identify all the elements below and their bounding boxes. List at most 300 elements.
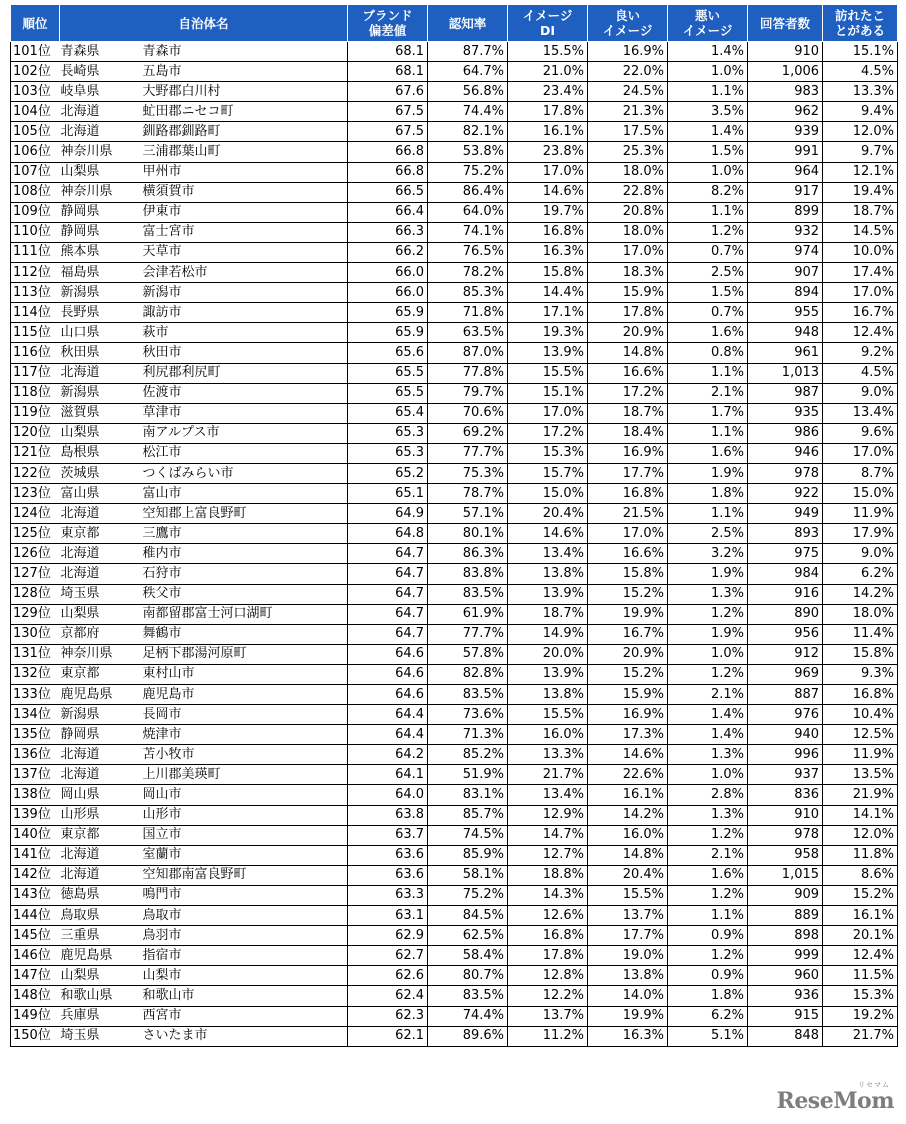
cell-rank: 124位 — [11, 504, 60, 524]
cell-awareness: 58.4% — [428, 946, 508, 966]
cell-respondents: 907 — [748, 263, 823, 283]
cell-rank: 141位 — [11, 845, 60, 865]
cell-rank: 117位 — [11, 363, 60, 383]
cell-rank: 144位 — [11, 906, 60, 926]
cell-image-di: 16.0% — [508, 725, 588, 745]
cell-bad-image: 1.3% — [668, 745, 748, 765]
cell-prefecture: 山梨県 — [60, 423, 137, 443]
cell-respondents: 917 — [748, 182, 823, 202]
cell-awareness: 58.1% — [428, 865, 508, 885]
cell-municipality: 苫小牧市 — [137, 745, 348, 765]
cell-rank: 119位 — [11, 403, 60, 423]
cell-bad-image: 3.5% — [668, 102, 748, 122]
cell-bad-image: 1.2% — [668, 885, 748, 905]
cell-good-image: 16.9% — [588, 443, 668, 463]
table-row — [11, 986, 898, 1006]
cell-bad-image: 1.5% — [668, 142, 748, 162]
cell-bad-image: 1.1% — [668, 906, 748, 926]
cell-brand-score: 65.9 — [348, 303, 428, 323]
cell-awareness: 75.2% — [428, 885, 508, 905]
cell-rank: 102位 — [11, 62, 60, 82]
cell-rank: 130位 — [11, 624, 60, 644]
cell-prefecture: 神奈川県 — [60, 182, 137, 202]
cell-respondents: 909 — [748, 885, 823, 905]
cell-brand-score: 65.3 — [348, 443, 428, 463]
cell-visited: 13.5% — [823, 765, 898, 785]
cell-bad-image: 1.4% — [668, 122, 748, 142]
cell-respondents: 848 — [748, 1026, 823, 1046]
cell-awareness: 85.9% — [428, 845, 508, 865]
cell-municipality: 草津市 — [137, 403, 348, 423]
header-rank: 順位 — [11, 5, 60, 42]
cell-visited: 21.7% — [823, 1026, 898, 1046]
cell-rank: 116位 — [11, 343, 60, 363]
cell-respondents: 962 — [748, 102, 823, 122]
cell-respondents: 898 — [748, 926, 823, 946]
cell-image-di: 17.8% — [508, 946, 588, 966]
cell-municipality: つくばみらい市 — [137, 463, 348, 483]
cell-municipality: 岡山市 — [137, 785, 348, 805]
cell-good-image: 18.0% — [588, 222, 668, 242]
cell-image-di: 12.7% — [508, 845, 588, 865]
cell-bad-image: 1.1% — [668, 202, 748, 222]
cell-brand-score: 64.9 — [348, 504, 428, 524]
table-row — [11, 705, 898, 725]
cell-rank: 123位 — [11, 484, 60, 504]
cell-image-di: 12.9% — [508, 805, 588, 825]
header-bad-image — [668, 5, 748, 42]
cell-awareness: 76.5% — [428, 242, 508, 262]
table-row — [11, 604, 898, 624]
cell-bad-image: 1.8% — [668, 986, 748, 1006]
table-row — [11, 906, 898, 926]
cell-brand-score: 66.8 — [348, 142, 428, 162]
cell-rank: 127位 — [11, 564, 60, 584]
cell-visited: 4.5% — [823, 62, 898, 82]
header-image-di-line1: イメージ — [522, 8, 573, 23]
cell-brand-score: 65.1 — [348, 484, 428, 504]
cell-good-image: 15.9% — [588, 283, 668, 303]
cell-awareness: 71.3% — [428, 725, 508, 745]
cell-respondents: 939 — [748, 122, 823, 142]
cell-good-image: 17.3% — [588, 725, 668, 745]
cell-municipality: 横須賀市 — [137, 182, 348, 202]
cell-prefecture: 埼玉県 — [60, 584, 137, 604]
cell-awareness: 78.7% — [428, 484, 508, 504]
cell-municipality: 松江市 — [137, 443, 348, 463]
cell-visited: 12.0% — [823, 825, 898, 845]
cell-image-di: 14.6% — [508, 182, 588, 202]
cell-prefecture: 長崎県 — [60, 62, 137, 82]
cell-bad-image: 1.0% — [668, 644, 748, 664]
cell-visited: 9.0% — [823, 383, 898, 403]
cell-visited: 12.4% — [823, 946, 898, 966]
header-brand-line2: 偏差値 — [368, 23, 407, 38]
cell-municipality: 佐渡市 — [137, 383, 348, 403]
cell-bad-image: 8.2% — [668, 182, 748, 202]
cell-municipality: 三浦郡葉山町 — [137, 142, 348, 162]
cell-bad-image: 2.1% — [668, 383, 748, 403]
cell-good-image: 17.7% — [588, 463, 668, 483]
cell-visited: 14.1% — [823, 805, 898, 825]
cell-good-image: 18.0% — [588, 162, 668, 182]
cell-rank: 132位 — [11, 664, 60, 684]
table-row — [11, 222, 898, 242]
cell-good-image: 17.5% — [588, 122, 668, 142]
cell-good-image: 15.5% — [588, 885, 668, 905]
table-row — [11, 624, 898, 644]
cell-bad-image: 3.2% — [668, 544, 748, 564]
cell-municipality: 空知郡南富良野町 — [137, 865, 348, 885]
cell-prefecture: 徳島県 — [60, 885, 137, 905]
cell-bad-image: 1.2% — [668, 664, 748, 684]
cell-brand-score: 64.7 — [348, 564, 428, 584]
cell-visited: 8.7% — [823, 463, 898, 483]
cell-municipality: 会津若松市 — [137, 263, 348, 283]
cell-respondents: 956 — [748, 624, 823, 644]
cell-image-di: 16.8% — [508, 222, 588, 242]
cell-good-image: 22.0% — [588, 62, 668, 82]
table-row — [11, 765, 898, 785]
header-brand-line1: ブランド — [362, 8, 413, 23]
cell-brand-score: 67.5 — [348, 122, 428, 142]
cell-municipality: 鳴門市 — [137, 885, 348, 905]
cell-good-image: 16.6% — [588, 363, 668, 383]
header-respondents: 回答者数 — [748, 5, 823, 42]
cell-visited: 16.8% — [823, 685, 898, 705]
cell-image-di: 19.7% — [508, 202, 588, 222]
table-row — [11, 825, 898, 845]
table-row — [11, 142, 898, 162]
cell-bad-image: 1.6% — [668, 443, 748, 463]
cell-prefecture: 三重県 — [60, 926, 137, 946]
table-row — [11, 504, 898, 524]
cell-rank: 122位 — [11, 463, 60, 483]
cell-good-image: 16.9% — [588, 705, 668, 725]
cell-brand-score: 67.6 — [348, 82, 428, 102]
cell-municipality: 秋田市 — [137, 343, 348, 363]
cell-rank: 131位 — [11, 644, 60, 664]
cell-awareness: 77.7% — [428, 624, 508, 644]
cell-image-di: 21.0% — [508, 62, 588, 82]
cell-good-image: 16.7% — [588, 624, 668, 644]
cell-image-di: 13.9% — [508, 584, 588, 604]
cell-prefecture: 福島県 — [60, 263, 137, 283]
cell-municipality: 西宮市 — [137, 1006, 348, 1026]
table-row — [11, 785, 898, 805]
resemom-logo — [776, 1081, 894, 1114]
cell-bad-image: 1.4% — [668, 705, 748, 725]
table-row — [11, 102, 898, 122]
cell-awareness: 75.2% — [428, 162, 508, 182]
cell-image-di: 14.9% — [508, 624, 588, 644]
cell-image-di: 18.8% — [508, 865, 588, 885]
cell-brand-score: 63.7 — [348, 825, 428, 845]
cell-good-image: 14.6% — [588, 745, 668, 765]
cell-prefecture: 青森県 — [60, 42, 137, 62]
cell-awareness: 77.8% — [428, 363, 508, 383]
cell-respondents: 912 — [748, 644, 823, 664]
table-row — [11, 423, 898, 443]
cell-visited: 16.1% — [823, 906, 898, 926]
cell-brand-score: 65.2 — [348, 463, 428, 483]
table-row — [11, 182, 898, 202]
cell-prefecture: 山梨県 — [60, 966, 137, 986]
cell-visited: 17.0% — [823, 283, 898, 303]
cell-respondents: 937 — [748, 765, 823, 785]
table-row — [11, 82, 898, 102]
cell-municipality: 室蘭市 — [137, 845, 348, 865]
cell-bad-image: 0.9% — [668, 926, 748, 946]
cell-brand-score: 64.7 — [348, 604, 428, 624]
table-row — [11, 1006, 898, 1026]
cell-brand-score: 67.5 — [348, 102, 428, 122]
cell-visited: 18.0% — [823, 604, 898, 624]
cell-image-di: 15.5% — [508, 363, 588, 383]
cell-image-di: 12.6% — [508, 906, 588, 926]
cell-respondents: 889 — [748, 906, 823, 926]
cell-visited: 9.6% — [823, 423, 898, 443]
cell-bad-image: 1.7% — [668, 403, 748, 423]
cell-respondents: 976 — [748, 705, 823, 725]
cell-bad-image: 2.5% — [668, 263, 748, 283]
table-row — [11, 242, 898, 262]
table-row — [11, 885, 898, 905]
header-visited-line2: とがある — [835, 23, 886, 38]
cell-rank: 147位 — [11, 966, 60, 986]
cell-good-image: 22.6% — [588, 765, 668, 785]
table-row — [11, 443, 898, 463]
cell-municipality: 大野郡白川村 — [137, 82, 348, 102]
cell-bad-image: 1.8% — [668, 484, 748, 504]
cell-visited: 15.3% — [823, 986, 898, 1006]
table-row — [11, 805, 898, 825]
cell-image-di: 15.8% — [508, 263, 588, 283]
table-row — [11, 946, 898, 966]
cell-image-di: 17.2% — [508, 423, 588, 443]
cell-municipality: 指宿市 — [137, 946, 348, 966]
table-row — [11, 343, 898, 363]
cell-good-image: 17.0% — [588, 242, 668, 262]
cell-good-image: 16.3% — [588, 1026, 668, 1046]
cell-prefecture: 山梨県 — [60, 162, 137, 182]
cell-brand-score: 66.4 — [348, 202, 428, 222]
cell-good-image: 25.3% — [588, 142, 668, 162]
cell-visited: 9.2% — [823, 343, 898, 363]
cell-municipality: 虻田郡ニセコ町 — [137, 102, 348, 122]
cell-brand-score: 62.6 — [348, 966, 428, 986]
cell-prefecture: 静岡県 — [60, 222, 137, 242]
cell-municipality: 東村山市 — [137, 664, 348, 684]
ranking-table — [10, 4, 898, 1047]
cell-image-di: 15.7% — [508, 463, 588, 483]
cell-good-image: 17.0% — [588, 524, 668, 544]
cell-brand-score: 63.3 — [348, 885, 428, 905]
cell-awareness: 85.7% — [428, 805, 508, 825]
table-row — [11, 363, 898, 383]
cell-image-di: 17.0% — [508, 403, 588, 423]
cell-respondents: 978 — [748, 463, 823, 483]
cell-awareness: 85.3% — [428, 283, 508, 303]
cell-respondents: 916 — [748, 584, 823, 604]
cell-rank: 136位 — [11, 745, 60, 765]
table-body — [11, 42, 898, 1047]
cell-brand-score: 66.0 — [348, 283, 428, 303]
cell-rank: 103位 — [11, 82, 60, 102]
cell-good-image: 17.8% — [588, 303, 668, 323]
header-good-image — [588, 5, 668, 42]
cell-municipality: 長岡市 — [137, 705, 348, 725]
cell-rank: 139位 — [11, 805, 60, 825]
table-row — [11, 564, 898, 584]
cell-bad-image: 1.4% — [668, 725, 748, 745]
cell-municipality: 足柄下郡湯河原町 — [137, 644, 348, 664]
cell-respondents: 890 — [748, 604, 823, 624]
cell-image-di: 13.7% — [508, 1006, 588, 1026]
cell-rank: 142位 — [11, 865, 60, 885]
cell-bad-image: 1.0% — [668, 162, 748, 182]
cell-rank: 129位 — [11, 604, 60, 624]
cell-respondents: 894 — [748, 283, 823, 303]
cell-prefecture: 北海道 — [60, 102, 137, 122]
cell-rank: 105位 — [11, 122, 60, 142]
cell-image-di: 23.4% — [508, 82, 588, 102]
header-visited-line1: 訪れたこ — [835, 8, 886, 23]
table-row — [11, 463, 898, 483]
cell-brand-score: 66.5 — [348, 182, 428, 202]
cell-prefecture: 山梨県 — [60, 604, 137, 624]
cell-municipality: 利尻郡利尻町 — [137, 363, 348, 383]
cell-respondents: 955 — [748, 303, 823, 323]
cell-brand-score: 64.8 — [348, 524, 428, 544]
cell-respondents: 969 — [748, 664, 823, 684]
cell-image-di: 16.8% — [508, 926, 588, 946]
header-good-line2: イメージ — [602, 23, 653, 38]
cell-visited: 9.4% — [823, 102, 898, 122]
cell-rank: 111位 — [11, 242, 60, 262]
cell-visited: 9.3% — [823, 664, 898, 684]
cell-good-image: 21.3% — [588, 102, 668, 122]
cell-good-image: 17.2% — [588, 383, 668, 403]
cell-visited: 11.5% — [823, 966, 898, 986]
cell-brand-score: 63.1 — [348, 906, 428, 926]
cell-visited: 19.4% — [823, 182, 898, 202]
cell-rank: 145位 — [11, 926, 60, 946]
cell-prefecture: 山形県 — [60, 805, 137, 825]
cell-rank: 128位 — [11, 584, 60, 604]
cell-awareness: 61.9% — [428, 604, 508, 624]
cell-awareness: 56.8% — [428, 82, 508, 102]
cell-good-image: 18.4% — [588, 423, 668, 443]
cell-bad-image: 1.3% — [668, 805, 748, 825]
cell-municipality: 甲州市 — [137, 162, 348, 182]
cell-good-image: 14.8% — [588, 845, 668, 865]
cell-visited: 17.4% — [823, 263, 898, 283]
cell-image-di: 13.4% — [508, 544, 588, 564]
cell-brand-score: 65.4 — [348, 403, 428, 423]
cell-image-di: 13.9% — [508, 664, 588, 684]
cell-municipality: 秩父市 — [137, 584, 348, 604]
cell-image-di: 13.8% — [508, 685, 588, 705]
cell-rank: 108位 — [11, 182, 60, 202]
cell-visited: 13.4% — [823, 403, 898, 423]
cell-awareness: 51.9% — [428, 765, 508, 785]
cell-respondents: 961 — [748, 343, 823, 363]
cell-awareness: 57.8% — [428, 644, 508, 664]
cell-bad-image: 0.9% — [668, 966, 748, 986]
cell-awareness: 83.5% — [428, 986, 508, 1006]
cell-municipality: 舞鶴市 — [137, 624, 348, 644]
cell-awareness: 64.0% — [428, 202, 508, 222]
cell-awareness: 77.7% — [428, 443, 508, 463]
cell-respondents: 987 — [748, 383, 823, 403]
cell-rank: 121位 — [11, 443, 60, 463]
cell-prefecture: 滋賀県 — [60, 403, 137, 423]
cell-rank: 149位 — [11, 1006, 60, 1026]
cell-visited: 15.1% — [823, 42, 898, 62]
cell-bad-image: 5.1% — [668, 1026, 748, 1046]
cell-rank: 118位 — [11, 383, 60, 403]
cell-good-image: 14.2% — [588, 805, 668, 825]
cell-awareness: 89.6% — [428, 1026, 508, 1046]
cell-rank: 115位 — [11, 323, 60, 343]
cell-bad-image: 1.2% — [668, 604, 748, 624]
cell-respondents: 949 — [748, 504, 823, 524]
cell-image-di: 17.1% — [508, 303, 588, 323]
cell-municipality: 三鷹市 — [137, 524, 348, 544]
cell-respondents: 946 — [748, 443, 823, 463]
cell-respondents: 940 — [748, 725, 823, 745]
cell-awareness: 84.5% — [428, 906, 508, 926]
cell-bad-image: 1.1% — [668, 363, 748, 383]
cell-good-image: 14.0% — [588, 986, 668, 1006]
cell-prefecture: 北海道 — [60, 765, 137, 785]
cell-visited: 15.0% — [823, 484, 898, 504]
cell-visited: 12.5% — [823, 725, 898, 745]
cell-image-di: 13.9% — [508, 343, 588, 363]
cell-good-image: 19.9% — [588, 1006, 668, 1026]
cell-awareness: 74.4% — [428, 1006, 508, 1026]
cell-bad-image: 1.6% — [668, 323, 748, 343]
cell-good-image: 16.0% — [588, 825, 668, 845]
cell-image-di: 14.4% — [508, 283, 588, 303]
header-image-di-line2: DI — [540, 23, 556, 38]
cell-respondents: 910 — [748, 805, 823, 825]
cell-respondents: 922 — [748, 484, 823, 504]
cell-prefecture: 静岡県 — [60, 202, 137, 222]
cell-respondents: 960 — [748, 966, 823, 986]
cell-awareness: 53.8% — [428, 142, 508, 162]
table-row — [11, 725, 898, 745]
header-bad-line1: 悪い — [695, 8, 721, 23]
cell-prefecture: 茨城県 — [60, 463, 137, 483]
cell-awareness: 63.5% — [428, 323, 508, 343]
cell-municipality: 諏訪市 — [137, 303, 348, 323]
cell-bad-image: 1.1% — [668, 504, 748, 524]
cell-awareness: 69.2% — [428, 423, 508, 443]
cell-respondents: 974 — [748, 242, 823, 262]
cell-respondents: 836 — [748, 785, 823, 805]
table-row — [11, 323, 898, 343]
cell-rank: 134位 — [11, 705, 60, 725]
cell-awareness: 62.5% — [428, 926, 508, 946]
cell-prefecture: 北海道 — [60, 845, 137, 865]
table-row — [11, 403, 898, 423]
cell-rank: 150位 — [11, 1026, 60, 1046]
cell-awareness: 85.2% — [428, 745, 508, 765]
cell-visited: 18.7% — [823, 202, 898, 222]
cell-respondents: 887 — [748, 685, 823, 705]
